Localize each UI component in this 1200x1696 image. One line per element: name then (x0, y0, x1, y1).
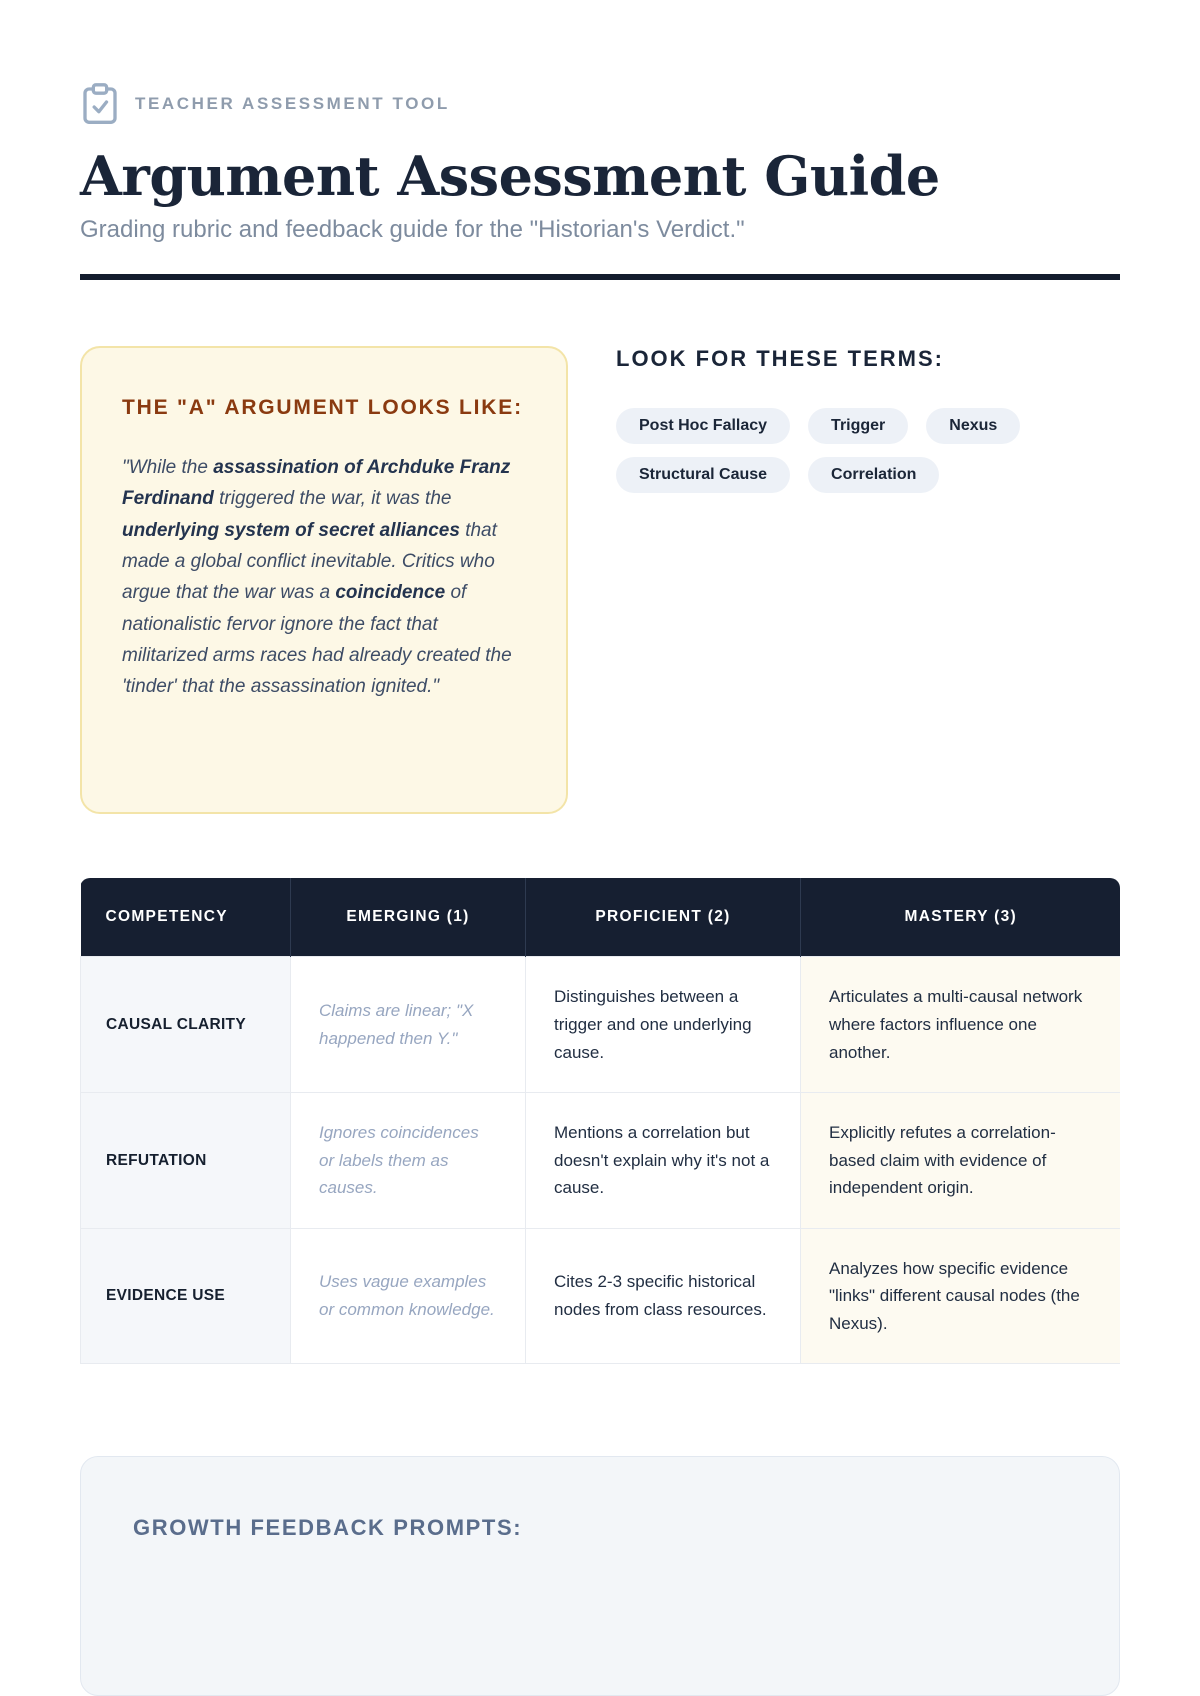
rubric-proficient-cell: Mentions a correlation but doesn't explain why it's not a cause. (526, 1093, 801, 1229)
rubric-table-wrap (80, 878, 1120, 1364)
eyebrow-label: TEACHER ASSESSMENT TOOL (135, 94, 450, 113)
rubric-proficient-cell: Cites 2-3 specific historical nodes from class resources. (526, 1228, 801, 1364)
header-divider (80, 274, 1120, 280)
term-pill: Trigger (808, 408, 908, 444)
quote-emphasis: assassination of Archduke Franz Ferdinand (122, 456, 511, 510)
rubric-column-header: PROFICIENT (2) (526, 878, 801, 957)
term-pill: Structural Cause (616, 457, 790, 493)
terms-heading: LOOK FOR THESE TERMS: (616, 346, 944, 372)
growth-feedback-heading: GROWTH FEEDBACK PROMPTS: (133, 1515, 523, 1541)
rubric-mastery-cell: Analyzes how specific evidence "links" different causal nodes (the Nexus). (801, 1228, 1121, 1364)
rubric-row (81, 1228, 1121, 1364)
quote-emphasis: underlying system of secret alliances (122, 519, 460, 541)
rubric-competency-cell: EVIDENCE USE (81, 1228, 291, 1364)
terms-pill-list (616, 408, 1056, 493)
quote-emphasis: coincidence (335, 582, 446, 604)
rubric-column-header: COMPETENCY (81, 878, 291, 957)
rubric-emerging-cell: Claims are linear; "X happened then Y." (291, 957, 526, 1093)
term-pill: Post Hoc Fallacy (616, 408, 790, 444)
rubric-emerging-cell: Ignores coincidences or labels them as causes. (291, 1093, 526, 1229)
exemplar-argument-card (80, 346, 568, 814)
quote-text: "While the (122, 456, 214, 478)
header-eyebrow (80, 82, 1120, 126)
rubric-mastery-cell: Articulates a multi-causal network where factors influence one another. (801, 957, 1121, 1093)
page-title: Argument Assessment Guide (80, 144, 940, 208)
page-subtitle: Grading rubric and feedback guide for the "Historian's Verdict." (80, 216, 745, 244)
quote-text: that made a global conflict inevitable. Critics who argue that the war was a (122, 519, 497, 604)
rubric-mastery-cell: Explicitly refutes a correlation-based claim with evidence of independent origin. (801, 1093, 1121, 1229)
rubric-proficient-cell: Distinguishes between a trigger and one underlying cause. (526, 957, 801, 1093)
exemplar-quote (122, 452, 526, 703)
rubric-body (81, 957, 1121, 1364)
rubric-row (81, 957, 1121, 1093)
quote-text: triggered the war, it was the (213, 488, 452, 510)
rubric-table (80, 878, 1120, 1364)
rubric-competency-cell: CAUSAL CLARITY (81, 957, 291, 1093)
clipboard-check-icon (80, 82, 120, 126)
quote-text: of nationalistic fervor ignore the fact that militarized arms races had already created the 'tinder' that the assassination ignited." (122, 582, 512, 698)
rubric-column-header: EMERGING (1) (291, 878, 526, 957)
top-section (80, 346, 1120, 814)
term-pill: Correlation (808, 457, 939, 493)
rubric-competency-cell: REFUTATION (81, 1093, 291, 1229)
rubric-header (81, 878, 1121, 957)
exemplar-heading: THE "A" ARGUMENT LOOKS LIKE: (122, 396, 523, 420)
rubric-column-header: MASTERY (3) (801, 878, 1121, 957)
term-pill: Nexus (926, 408, 1020, 444)
rubric-row (81, 1093, 1121, 1229)
rubric-emerging-cell: Uses vague examples or common knowledge. (291, 1228, 526, 1364)
terms-section (616, 346, 1120, 814)
growth-feedback-card (80, 1456, 1120, 1696)
rubric-header-row (81, 878, 1121, 957)
